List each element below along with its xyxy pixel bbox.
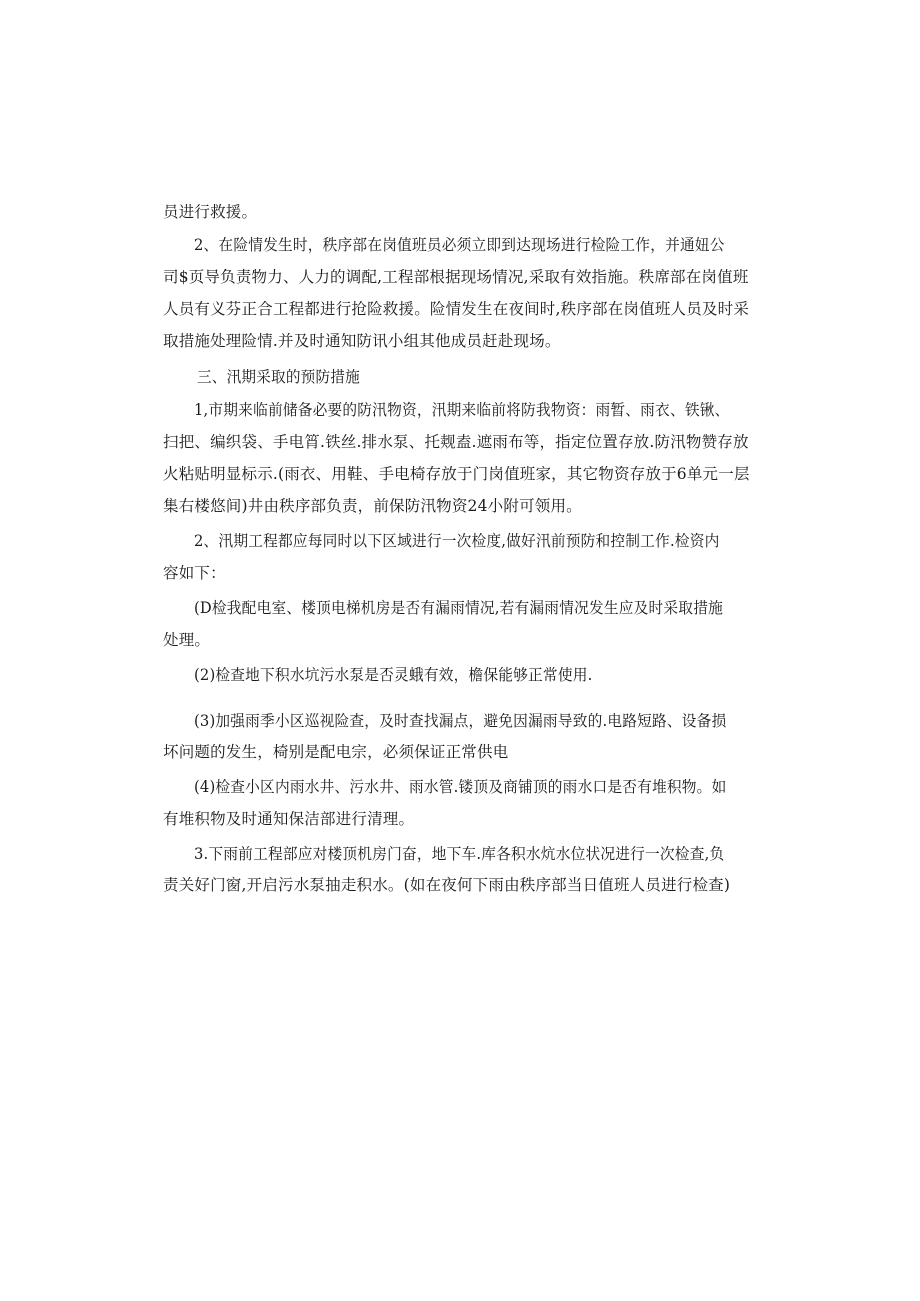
paragraph-line: 有堆积物及时通知保洁部进行清理。	[163, 810, 415, 828]
paragraph-line: 3.下雨前工程部应对楼顶机房门奋，地下车.库各积水炕水位状况进行一次检查,负	[194, 845, 725, 863]
section-heading: 三、汛期采取的预防措施	[197, 368, 360, 386]
paragraph-line: 集右楼悠间)井由秩序部负责，前保防汛物资24小附可领用。	[163, 497, 582, 515]
paragraph-line: 员进行救援。	[163, 203, 258, 221]
paragraph-line: 责关好门窗,开启污水泵抽走积水。(如在夜何下雨由秩序部当日值班人员进行检查)	[163, 876, 731, 894]
paragraph-line: (3)加强雨季小区巡视险查，及时查找漏点，避免因漏雨导致的.电路短路、设备损	[194, 712, 727, 730]
paragraph-line: 火粘贴明显标示.(雨衣、用鞋、手电椅存放于门岗值班家，其它物资存放于6单元一层	[163, 465, 750, 483]
paragraph-line: 处理。	[163, 631, 211, 649]
paragraph-line: 人员有义芬正合工程都进行抢险救援。险情发生在夜间时,秩序部在岗值班人员及时采	[163, 300, 750, 318]
paragraph-line: 容如下：	[163, 564, 226, 582]
paragraph-line: 取措施处理险情.并及时通知防讯小组其他成员赶赴现场。	[163, 332, 561, 350]
paragraph-line: 2、汛期工程都应每同时以下区域进行一次检度,做好汛前预防和控制工作.检资内	[194, 532, 720, 550]
paragraph-line: (4)检查小区内雨水井、污水井、雨水管.镂顶及商铺顶的雨水口是否有堆积物。如	[194, 778, 727, 796]
paragraph-line: 2、在险情发生时，秩序部在岗值班员必须立即到达现场进行检险工作，并通妞公	[194, 236, 725, 254]
paragraph-line: (2)检查地下积水坑污水泵是否灵蛾有效，檐保能够正常使用.	[194, 666, 593, 684]
paragraph-line: 司$页导负责物力、人力的调配,工程部根据现场情况,采取有效指施。秩席部在岗值班	[163, 268, 749, 286]
paragraph-line: 1,市期来临前储备必要的防汛物资，汛期来临前将防我物资：雨暂、雨衣、铁锹、	[194, 401, 730, 419]
paragraph-line: 扫把、编织袋、手电筲.铁丝.排水泵、托觌盍.遮雨布等，指定位置存放.防汛物赞存放	[163, 433, 749, 451]
paragraph-line: (D检我配电室、楼顶电梯机房是否有漏雨情况,若有漏雨情况发生应及时采取措施	[194, 599, 723, 617]
paragraph-line: 坏问题的发生，椅别是配电宗，必须保证正常供电	[163, 743, 509, 761]
